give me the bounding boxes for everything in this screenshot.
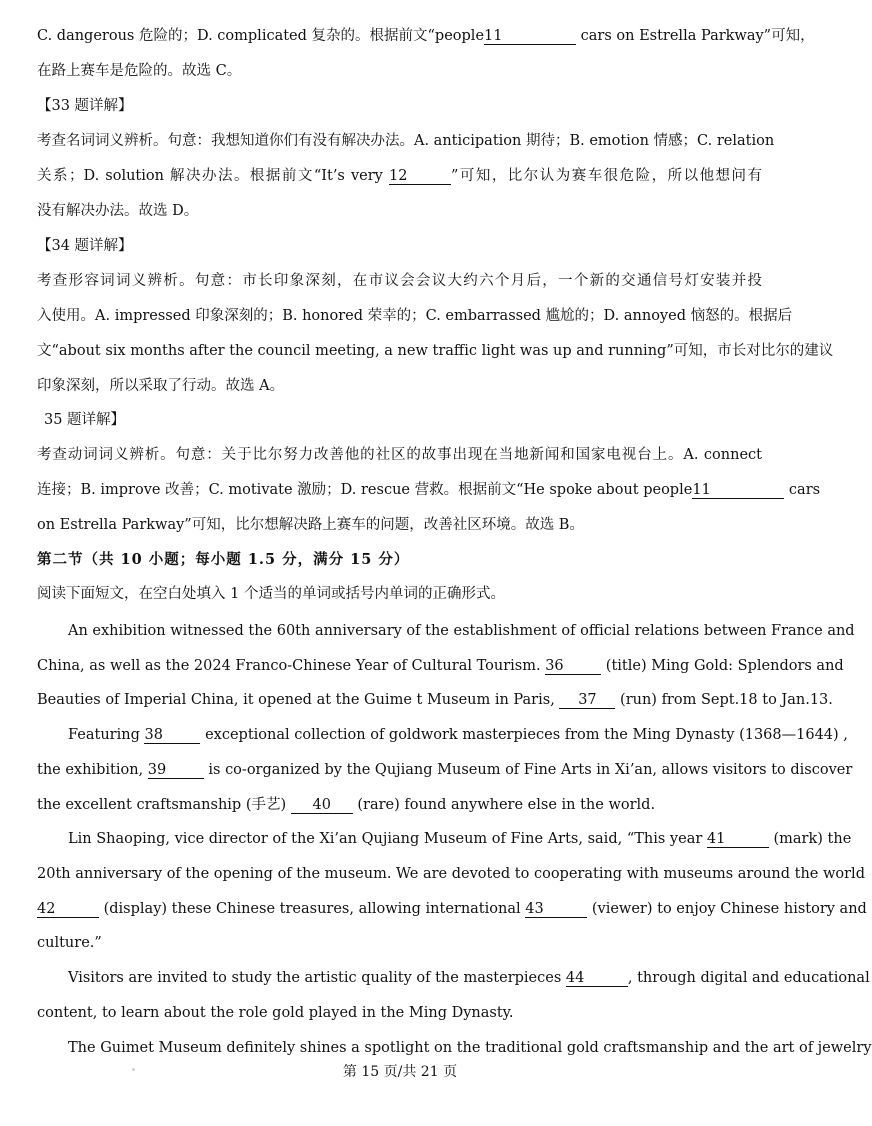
answer-blank: 12 [389,168,451,185]
answer-blank: 41 [707,831,769,848]
q34-explanation-line4: 印象深刻，所以采取了行动。故选 A。 [37,378,285,394]
passage-p3-line3: 42 (display) these Chinese treasures, allowing international 43 (viewer) to enjoy Chinese history and [37,901,867,917]
passage-p2-line2: the exhibition, 39 is co-organized by the Qujiang Museum of Fine Arts in Xi’an, allows visitors to discover [37,762,853,778]
q35-explanation-line3: on Estrella Parkway”可知，比尔想解决路上赛车的问题，改善社区环境。故选 B。 [37,517,584,533]
answer-blank: 44 [566,970,628,987]
q33-explanation-line3: 没有解决办法。故选 D。 [37,203,199,219]
passage-p4-line2: content, to learn about the role gold played in the Ming Dynasty. [37,1005,514,1021]
answer-blank: 11 [484,28,576,45]
answer-blank: 42 [37,901,99,918]
passage-p1-line3: Beauties of Imperial China, it opened at the Guime t Museum in Paris, 37 (run) from Sept.18 to Jan.13. [37,692,833,708]
passage-p2-line1: Featuring 38 exceptional collection of goldwork masterpieces from the Ming Dynasty (1368—1644) , [68,727,848,743]
q34-explanation-line3: 文“about six months after the council meeting, a new traffic light was up and running”可知，市长对比尔的建议 [37,343,834,359]
answer-blank: 38 [144,727,200,744]
passage-p3-line4: culture.” [37,935,102,951]
q35-explanation-line2: 连接；B. improve 改善；C. motivate 激励；D. rescue 营救。根据前文“He spoke about people11 cars [37,482,821,498]
passage-p4-line1: Visitors are invited to study the artistic quality of the masterpieces 44 , through digital and educational [68,970,870,986]
q33-explanation-line2: 关系；D. solution 解决办法。根据前文“It’s very 12 ”可知，比尔认为赛车很危险，所以他想问有 [37,168,763,184]
q32-explanation-line2: 在路上赛车是危险的。故选 C。 [37,63,242,79]
answer-blank: 11 [692,482,784,499]
passage-p3-line2: 20th anniversary of the opening of the museum. We are devoted to cooperating with museums around the world [37,866,865,882]
section-instruction: 阅读下面短文，在空白处填入 1 个适当的单词或括号内单词的正确形式。 [37,586,505,602]
section-title: 第二节（共 10 小题；每小题 1.5 分，满分 15 分） [37,551,410,568]
q34-heading: 【34 题详解】 [37,238,133,254]
answer-blank: 36 [545,658,601,675]
answer-blank: 39 [148,762,204,779]
passage-p2-line3: the excellent craftsmanship (手艺) 40 (rare) found anywhere else in the world. [37,797,656,813]
q33-heading: 【33 题详解】 [37,98,133,114]
answer-blank: 43 [525,901,587,918]
answer-blank: 40 [291,797,353,814]
passage-p1-line1: An exhibition witnessed the 60th anniversary of the establishment of official relations between France and [68,623,855,639]
q35-explanation-line1: 考查动词词义辨析。句意：关于比尔努力改善他的社区的故事出现在当地新闻和国家电视台上。A. connect [37,447,762,463]
q32-explanation-line1: C. dangerous 危险的；D. complicated 复杂的。根据前文“people11 cars on Estrella Parkway”可知， [37,28,815,44]
passage-p5-line1: The Guimet Museum definitely shines a spotlight on the traditional gold craftsmanship and the art of jewelry [68,1040,872,1056]
q34-explanation-line1: 考查形容词词义辨析。句意：市长印象深刻，在市议会会议大约六个月后，一个新的交通信号灯安装并投 [37,273,762,289]
page-number: 第 15 页/共 21 页 [342,1064,458,1080]
answer-blank: 37 [559,692,615,709]
q35-heading: 35 题详解】 [44,412,126,428]
q33-explanation-line1: 考查名词词义辨析。句意：我想知道你们有没有解决办法。A. anticipation 期待；B. emotion 情感；C. relation [37,133,775,149]
passage-p1-line2: China, as well as the 2024 Franco-Chinese Year of Cultural Tourism. 36 (title) Ming Gold: Splendors and [37,658,844,674]
passage-p3-line1: Lin Shaoping, vice director of the Xi’an Qujiang Museum of Fine Arts, said, “This year 41 (mark) the [68,831,852,847]
q34-explanation-line2: 入使用。A. impressed 印象深刻的；B. honored 荣幸的；C. embarrassed 尴尬的；D. annoyed 恼怒的。根据后 [37,308,793,324]
